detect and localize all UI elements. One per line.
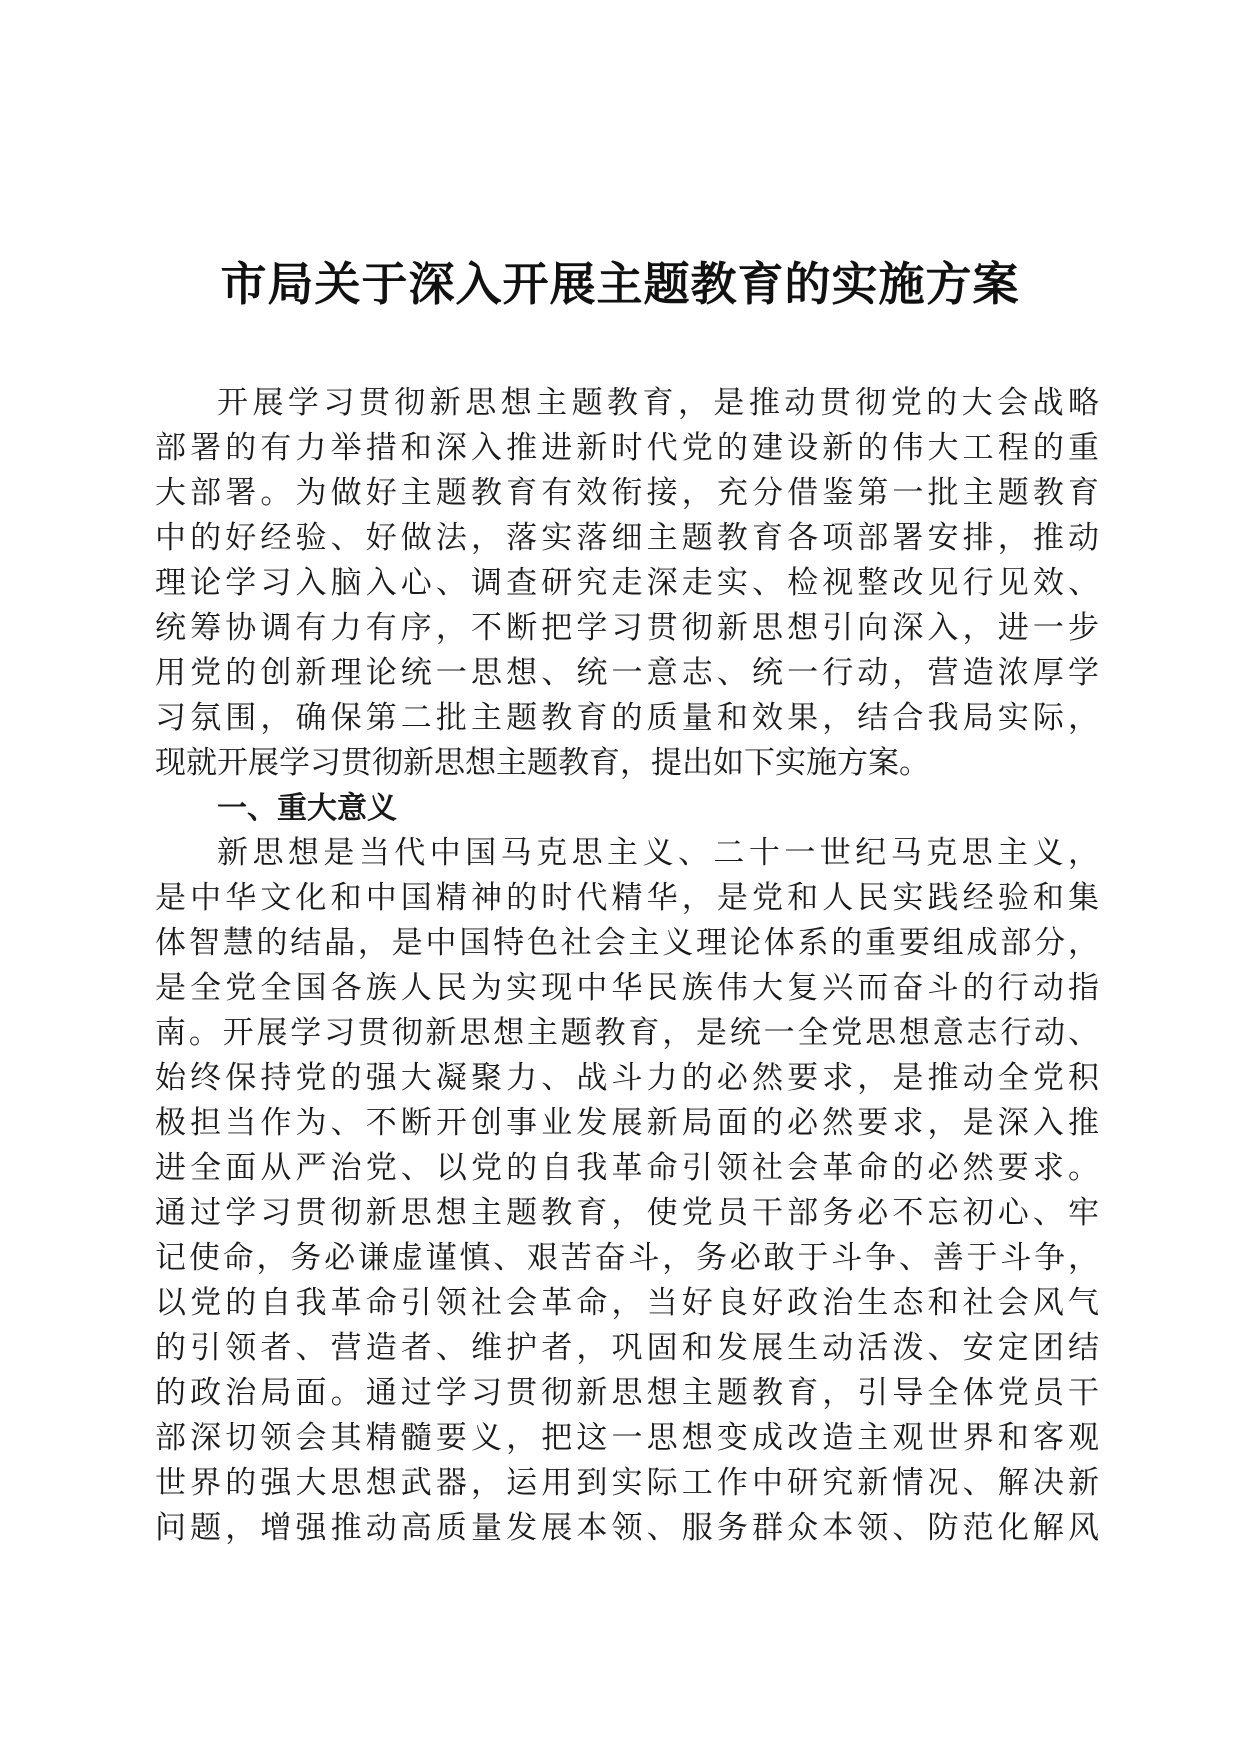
paragraph-line: 是全党全国各族人民为实现中华民族伟大复兴而奋斗的行动指 <box>155 970 1099 1006</box>
paragraph-line: 通过学习贯彻新思想主题教育，使党员干部务必不忘初心、牢 <box>155 1195 1099 1231</box>
document-title: 市局关于深入开展主题教育的实施方案 <box>220 257 1020 311</box>
paragraph-line: 开展学习贯彻新思想主题教育，是推动贯彻党的大会战略 <box>217 385 1099 421</box>
paragraph-line: 中的好经验、好做法，落实落细主题教育各项部署安排，推动 <box>155 520 1099 556</box>
paragraph-line: 新思想是当代中国马克思主义、二十一世纪马克思主义， <box>217 835 1099 871</box>
paragraph-line: 理论学习入脑入心、调查研究走深走实、检视整改见行见效、 <box>155 565 1099 601</box>
document-body <box>155 381 1099 1551</box>
paragraph-line: 是中华文化和中国精神的时代精华，是党和人民实践经验和集 <box>155 880 1099 916</box>
paragraph-line: 用党的创新理论统一思想、统一意志、统一行动，营造浓厚学 <box>155 655 1099 691</box>
paragraph-line: 以党的自我革命引领社会革命，当好良好政治生态和社会风气 <box>155 1285 1099 1321</box>
section1-paragraph <box>155 831 1099 1551</box>
paragraph-line: 部署的有力举措和深入推进新时代党的建设新的伟大工程的重 <box>155 430 1099 466</box>
paragraph-line: 极担当作为、不断开创事业发展新局面的必然要求，是深入推 <box>155 1105 1099 1141</box>
paragraph-line: 的政治局面。通过学习贯彻新思想主题教育，引导全体党员干 <box>155 1375 1099 1411</box>
paragraph-line: 统筹协调有力有序，不断把学习贯彻新思想引向深入，进一步 <box>155 610 1099 646</box>
paragraph-line: 部深切领会其精髓要义，把这一思想变成改造主观世界和客观 <box>155 1420 1099 1456</box>
paragraph-line: 南。开展学习贯彻新思想主题教育，是统一全党思想意志行动、 <box>155 1015 1099 1051</box>
paragraph-line: 体智慧的结晶，是中国特色社会主义理论体系的重要组成部分， <box>155 925 1099 961</box>
paragraph-line: 始终保持党的强大凝聚力、战斗力的必然要求，是推动全党积 <box>155 1060 1099 1096</box>
paragraph-line: 现就开展学习贯彻新思想主题教育，提出如下实施方案。 <box>155 745 930 781</box>
intro-paragraph <box>155 381 1099 786</box>
paragraph-line: 世界的强大思想武器，运用到实际工作中研究新情况、解决新 <box>155 1465 1099 1501</box>
paragraph-line: 习氛围，确保第二批主题教育的质量和效果，结合我局实际， <box>155 700 1099 736</box>
section-heading: 一、重大意义 <box>217 791 397 826</box>
paragraph-line: 记使命，务必谦虚谨慎、艰苦奋斗，务必敢于斗争、善于斗争， <box>155 1240 1099 1276</box>
paragraph-line: 问题，增强推动高质量发展本领、服务群众本领、防范化解风 <box>155 1510 1099 1546</box>
paragraph-line: 进全面从严治党、以党的自我革命引领社会革命的必然要求。 <box>155 1150 1099 1186</box>
paragraph-line: 大部署。为做好主题教育有效衔接，充分借鉴第一批主题教育 <box>155 475 1099 511</box>
paragraph-line: 的引领者、营造者、维护者，巩固和发展生动活泼、安定团结 <box>155 1330 1099 1366</box>
